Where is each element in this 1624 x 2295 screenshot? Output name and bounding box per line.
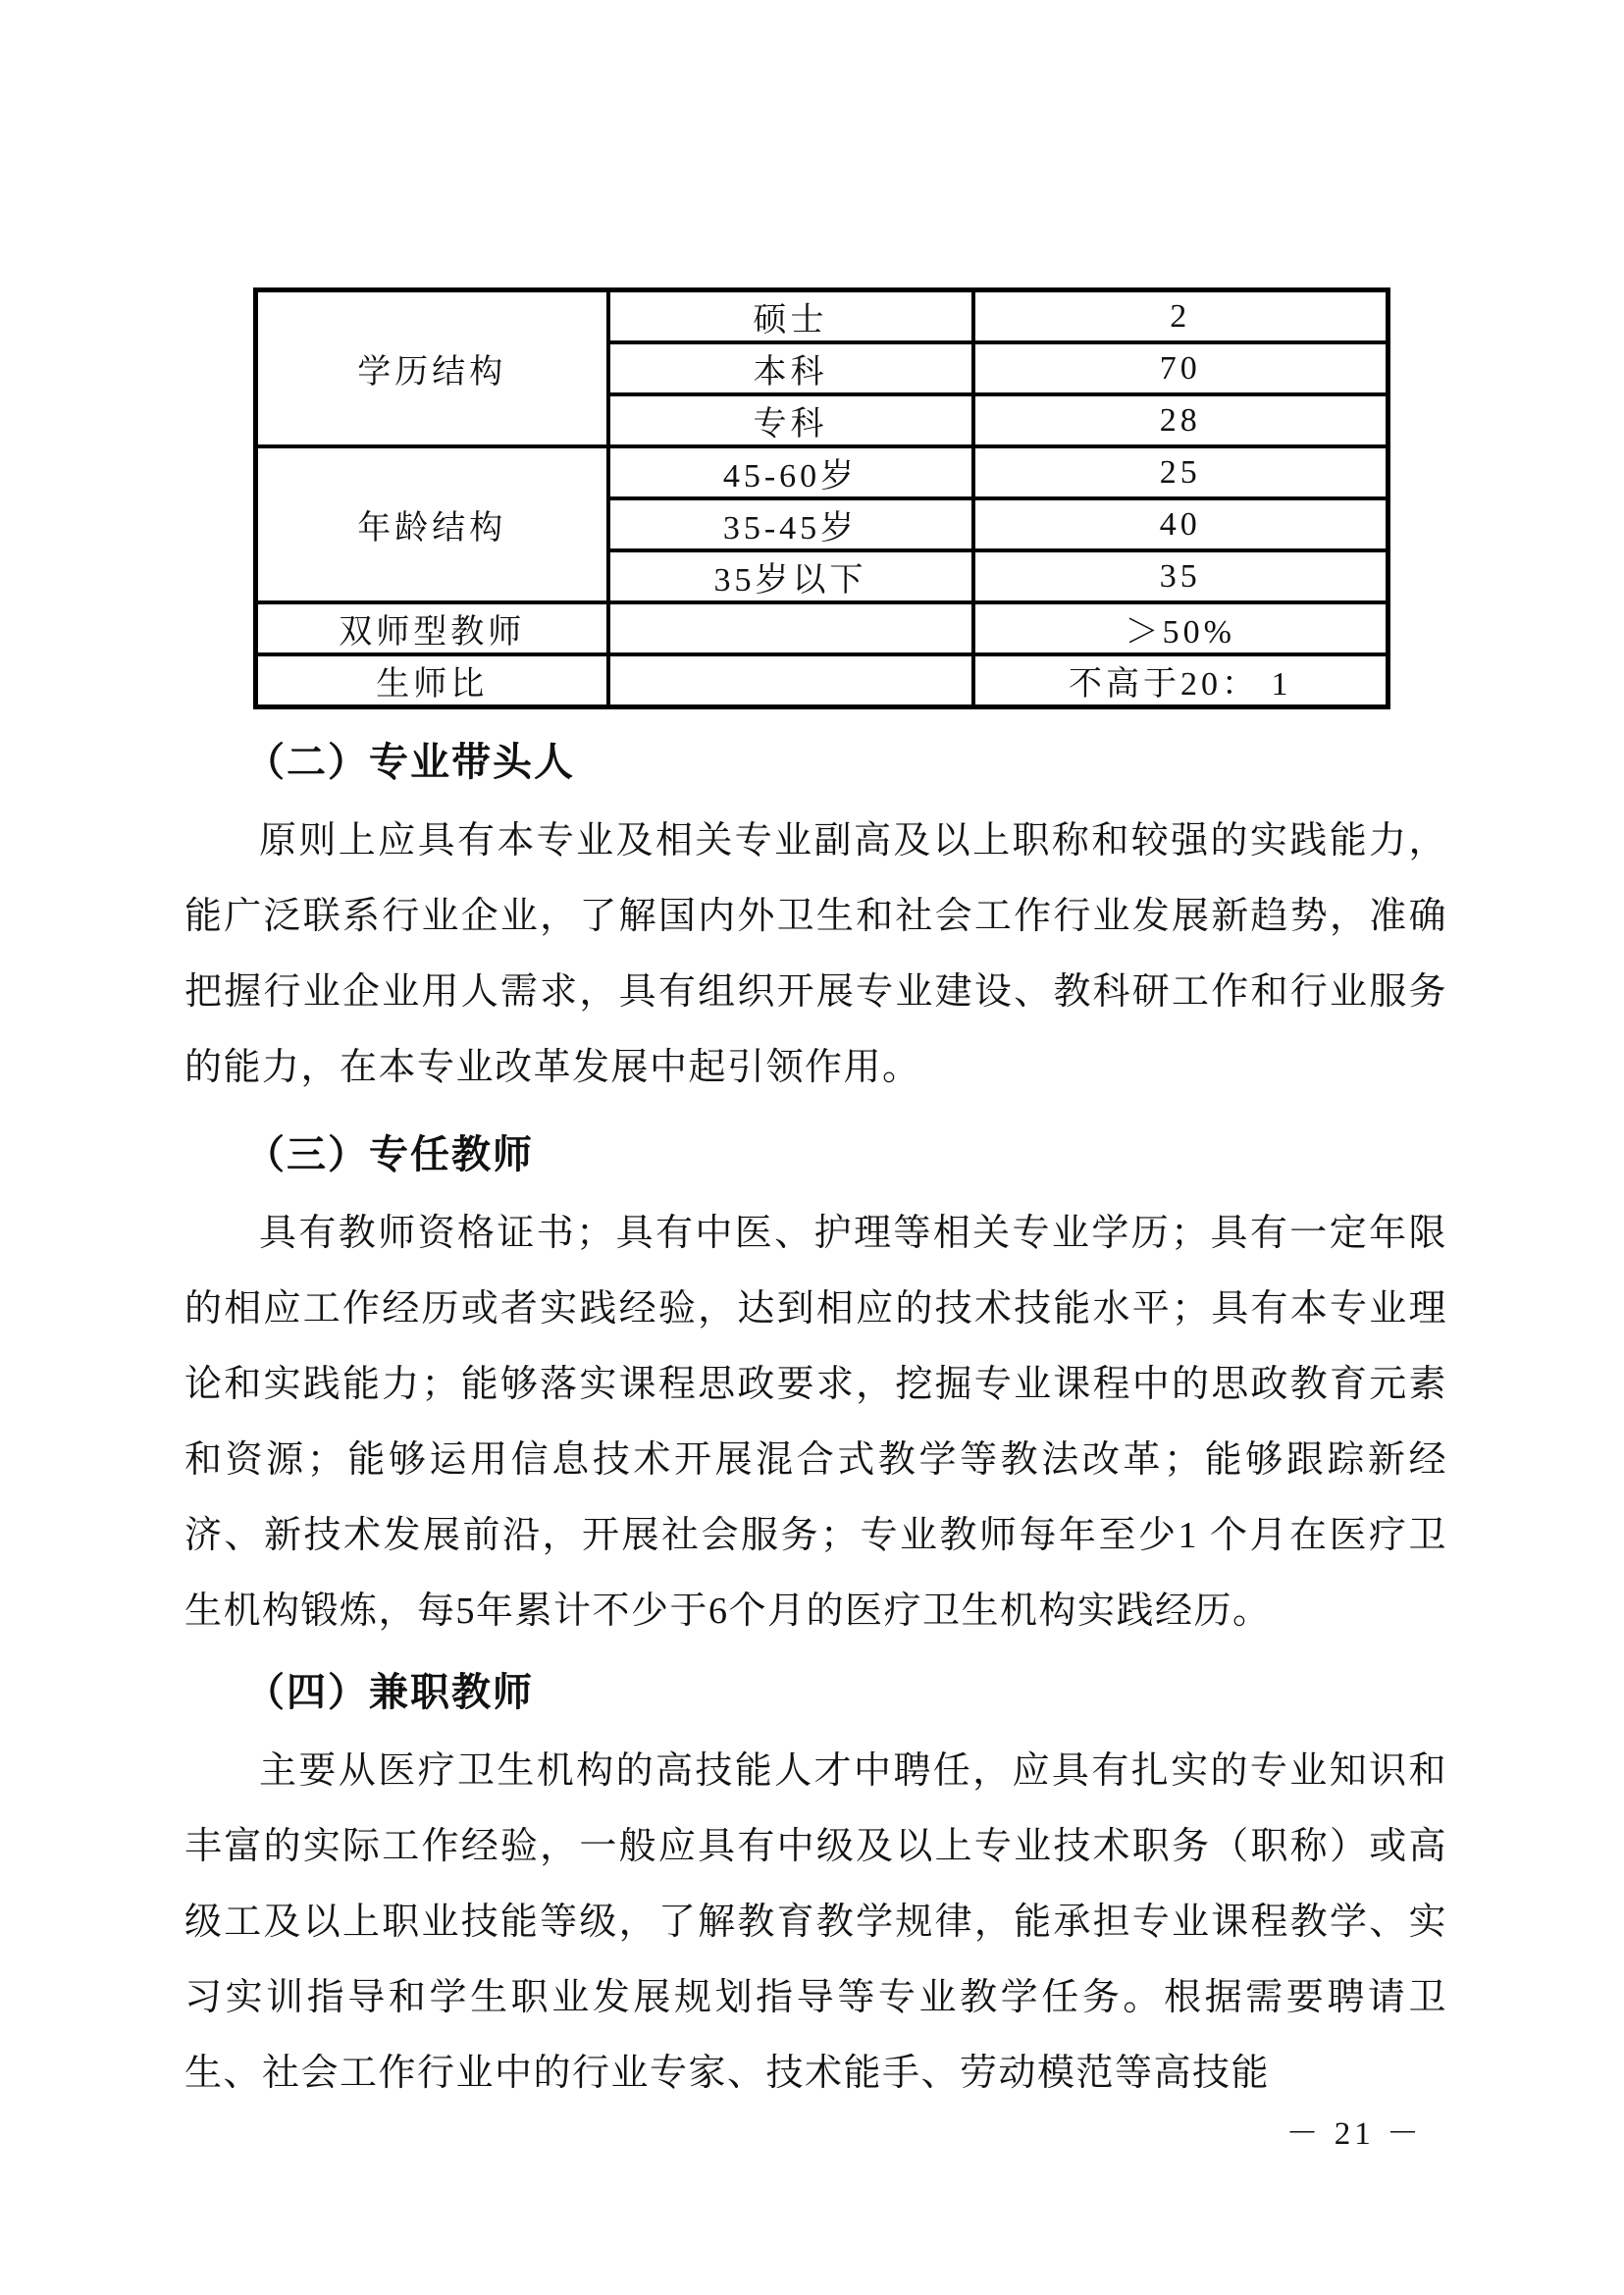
page-number: － 21 － [1285,2116,1423,2152]
paragraph-fulltime-teachers: 具有教师资格证书；具有中医、护理等相关专业学历；具有一定年限的相应工作经历或者实践经验，达到相应的技术技能水平；具有本专业理论和实践能力；能够落实课程思政要求，挖掘专业课程中的思政教育元素和资源；能够运用信息技术开展混合式教学等教法改革；能够跟踪新经济、新技术发展前沿，开展社会服务；专业教师每年至少1 个月在医疗卫生机构锻炼，每5年累计不少于6个月的医疗卫生机构实践经历。 [184,1213,1447,1632]
paragraph-parttime-teachers: 主要从医疗卫生机构的高技能人才中聘任，应具有扎实的专业知识和丰富的实际工作经验，一般应具有中级及以上专业技术职务（职称）或高级工及以上职业技能等级，了解教育教学规律，能承担专业课程教学、实习实训指导和学生职业发展规划指导等专业教学任务。根据需要聘请卫生、社会工作行业中的行业专家、技术能手、劳动模范等高技能 [184,1750,1447,2094]
sub-label-cell: 35-45岁 [608,498,973,550]
value-cell: 不高于20： 1 [973,654,1388,707]
teacher-structure-table-wrap [253,287,1447,709]
value-cell: 2 [973,290,1388,343]
section-heading-fulltime-teachers: （三）专任教师 [245,1132,534,1176]
sub-label-cell [608,654,973,707]
section-heading-professional-leader: （二）专业带头人 [245,740,575,784]
table-row [256,654,1388,707]
sub-label-cell: 本科 [608,342,973,394]
teacher-structure-table [253,287,1390,709]
value-cell: ＞50% [973,602,1388,654]
sub-label-cell: 专科 [608,394,973,446]
value-cell: 70 [973,342,1388,394]
table-row [256,446,1388,498]
sub-label-cell: 硕士 [608,290,973,343]
sub-label-cell: 35岁以下 [608,550,973,602]
group-label-student-teacher-ratio: 生师比 [256,654,608,707]
group-label-age-structure: 年龄结构 [256,446,608,602]
value-cell: 40 [973,498,1388,550]
table-row [256,602,1388,654]
section-heading-parttime-teachers: （四）兼职教师 [245,1670,534,1714]
sub-label-cell: 45-60岁 [608,446,973,498]
group-label-education-structure: 学历结构 [256,290,608,447]
table-row [256,290,1388,343]
group-label-dual-teacher: 双师型教师 [256,602,608,654]
page-content [184,0,1447,2112]
value-cell: 25 [973,446,1388,498]
value-cell: 35 [973,550,1388,602]
value-cell: 28 [973,394,1388,446]
paragraph-professional-leader: 原则上应具有本专业及相关专业副高及以上职称和较强的实践能力，能广泛联系行业企业，了解国内外卫生和社会工作行业发展新趋势，准确把握行业企业用人需求，具有组织开展专业建设、教科研工作和行业服务的能力，在本专业改革发展中起引领作用。 [184,820,1447,1088]
sub-label-cell [608,602,973,654]
